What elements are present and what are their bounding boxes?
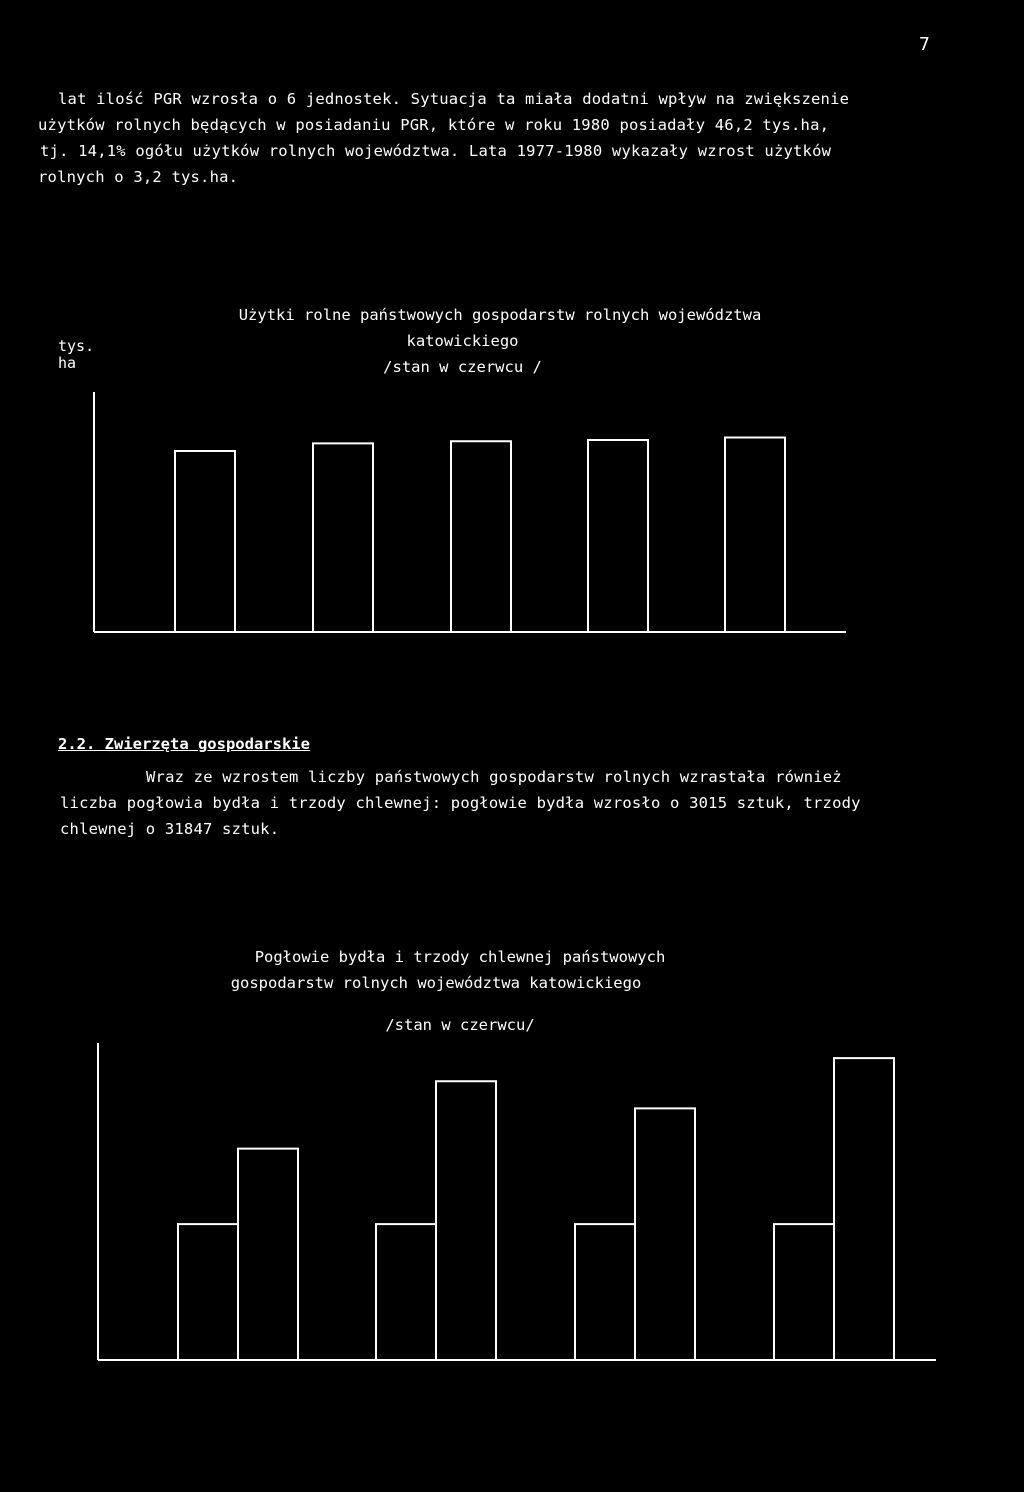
section-line-2: liczba pogłowia bydła i trzody chlewnej: pogłowie bydła wzrosło o 3015 sztuk, trzody bbox=[60, 794, 861, 812]
chart2-bar-bydlo bbox=[774, 1224, 834, 1360]
section-line-1: Wraz ze wzrostem liczby państwowych gospodarstw rolnych wzrastała również bbox=[146, 768, 842, 786]
chart1-bar bbox=[175, 451, 235, 632]
page-number: 7 bbox=[919, 34, 930, 55]
chart1-title-line2: katowickiego bbox=[406, 332, 519, 350]
chart2-bar-trzoda bbox=[238, 1149, 298, 1360]
chart2-title-line3: /stan w czerwcu/ bbox=[385, 1016, 535, 1034]
intro-line-1: lat ilość PGR wzrosła o 6 jednostek. Sytuacja ta miała dodatni wpływ na zwiększenie bbox=[58, 90, 850, 108]
chart2-bar-bydlo bbox=[575, 1224, 635, 1360]
chart1-title-line3: /stan w czerwcu / bbox=[383, 358, 542, 376]
chart2-bar-bydlo bbox=[376, 1224, 436, 1360]
chart1-bar bbox=[313, 443, 373, 632]
chart1-unit-line1: tys. bbox=[58, 337, 95, 355]
chart1-title-line1: Użytki rolne państwowych gospodarstw rolnych województwa bbox=[238, 306, 762, 324]
chart1-bar bbox=[588, 440, 648, 632]
intro-line-3: tj. 14,1% ogółu użytków rolnych województwa. Lata 1977-1980 wykazały wzrost użytków bbox=[40, 142, 832, 160]
intro-line-4: rolnych o 3,2 tys.ha. bbox=[38, 168, 239, 186]
chart2-title-line2: gospodarstw rolnych województwa katowickiego bbox=[230, 974, 642, 992]
chart2-bar-trzoda bbox=[436, 1081, 496, 1360]
chart2-title-line1: Pogłowie bydła i trzody chlewnej państwowych bbox=[254, 948, 666, 966]
chart1-bar bbox=[725, 437, 785, 632]
chart2-bar-trzoda bbox=[834, 1058, 894, 1360]
section-heading: 2.2. Zwierzęta gospodarskie bbox=[58, 735, 310, 753]
chart2-bar-trzoda bbox=[635, 1108, 695, 1360]
chart1-bar bbox=[451, 441, 511, 632]
chart2-plot bbox=[98, 1043, 936, 1360]
chart2-bar-bydlo bbox=[178, 1224, 238, 1360]
intro-line-2: użytków rolnych będących w posiadaniu PGR, które w roku 1980 posiadały 46,2 tys.ha, bbox=[38, 116, 830, 134]
chart1-unit-line2: ha bbox=[58, 354, 77, 372]
chart1-plot bbox=[94, 392, 846, 632]
section-line-3: chlewnej o 31847 sztuk. bbox=[60, 820, 280, 838]
